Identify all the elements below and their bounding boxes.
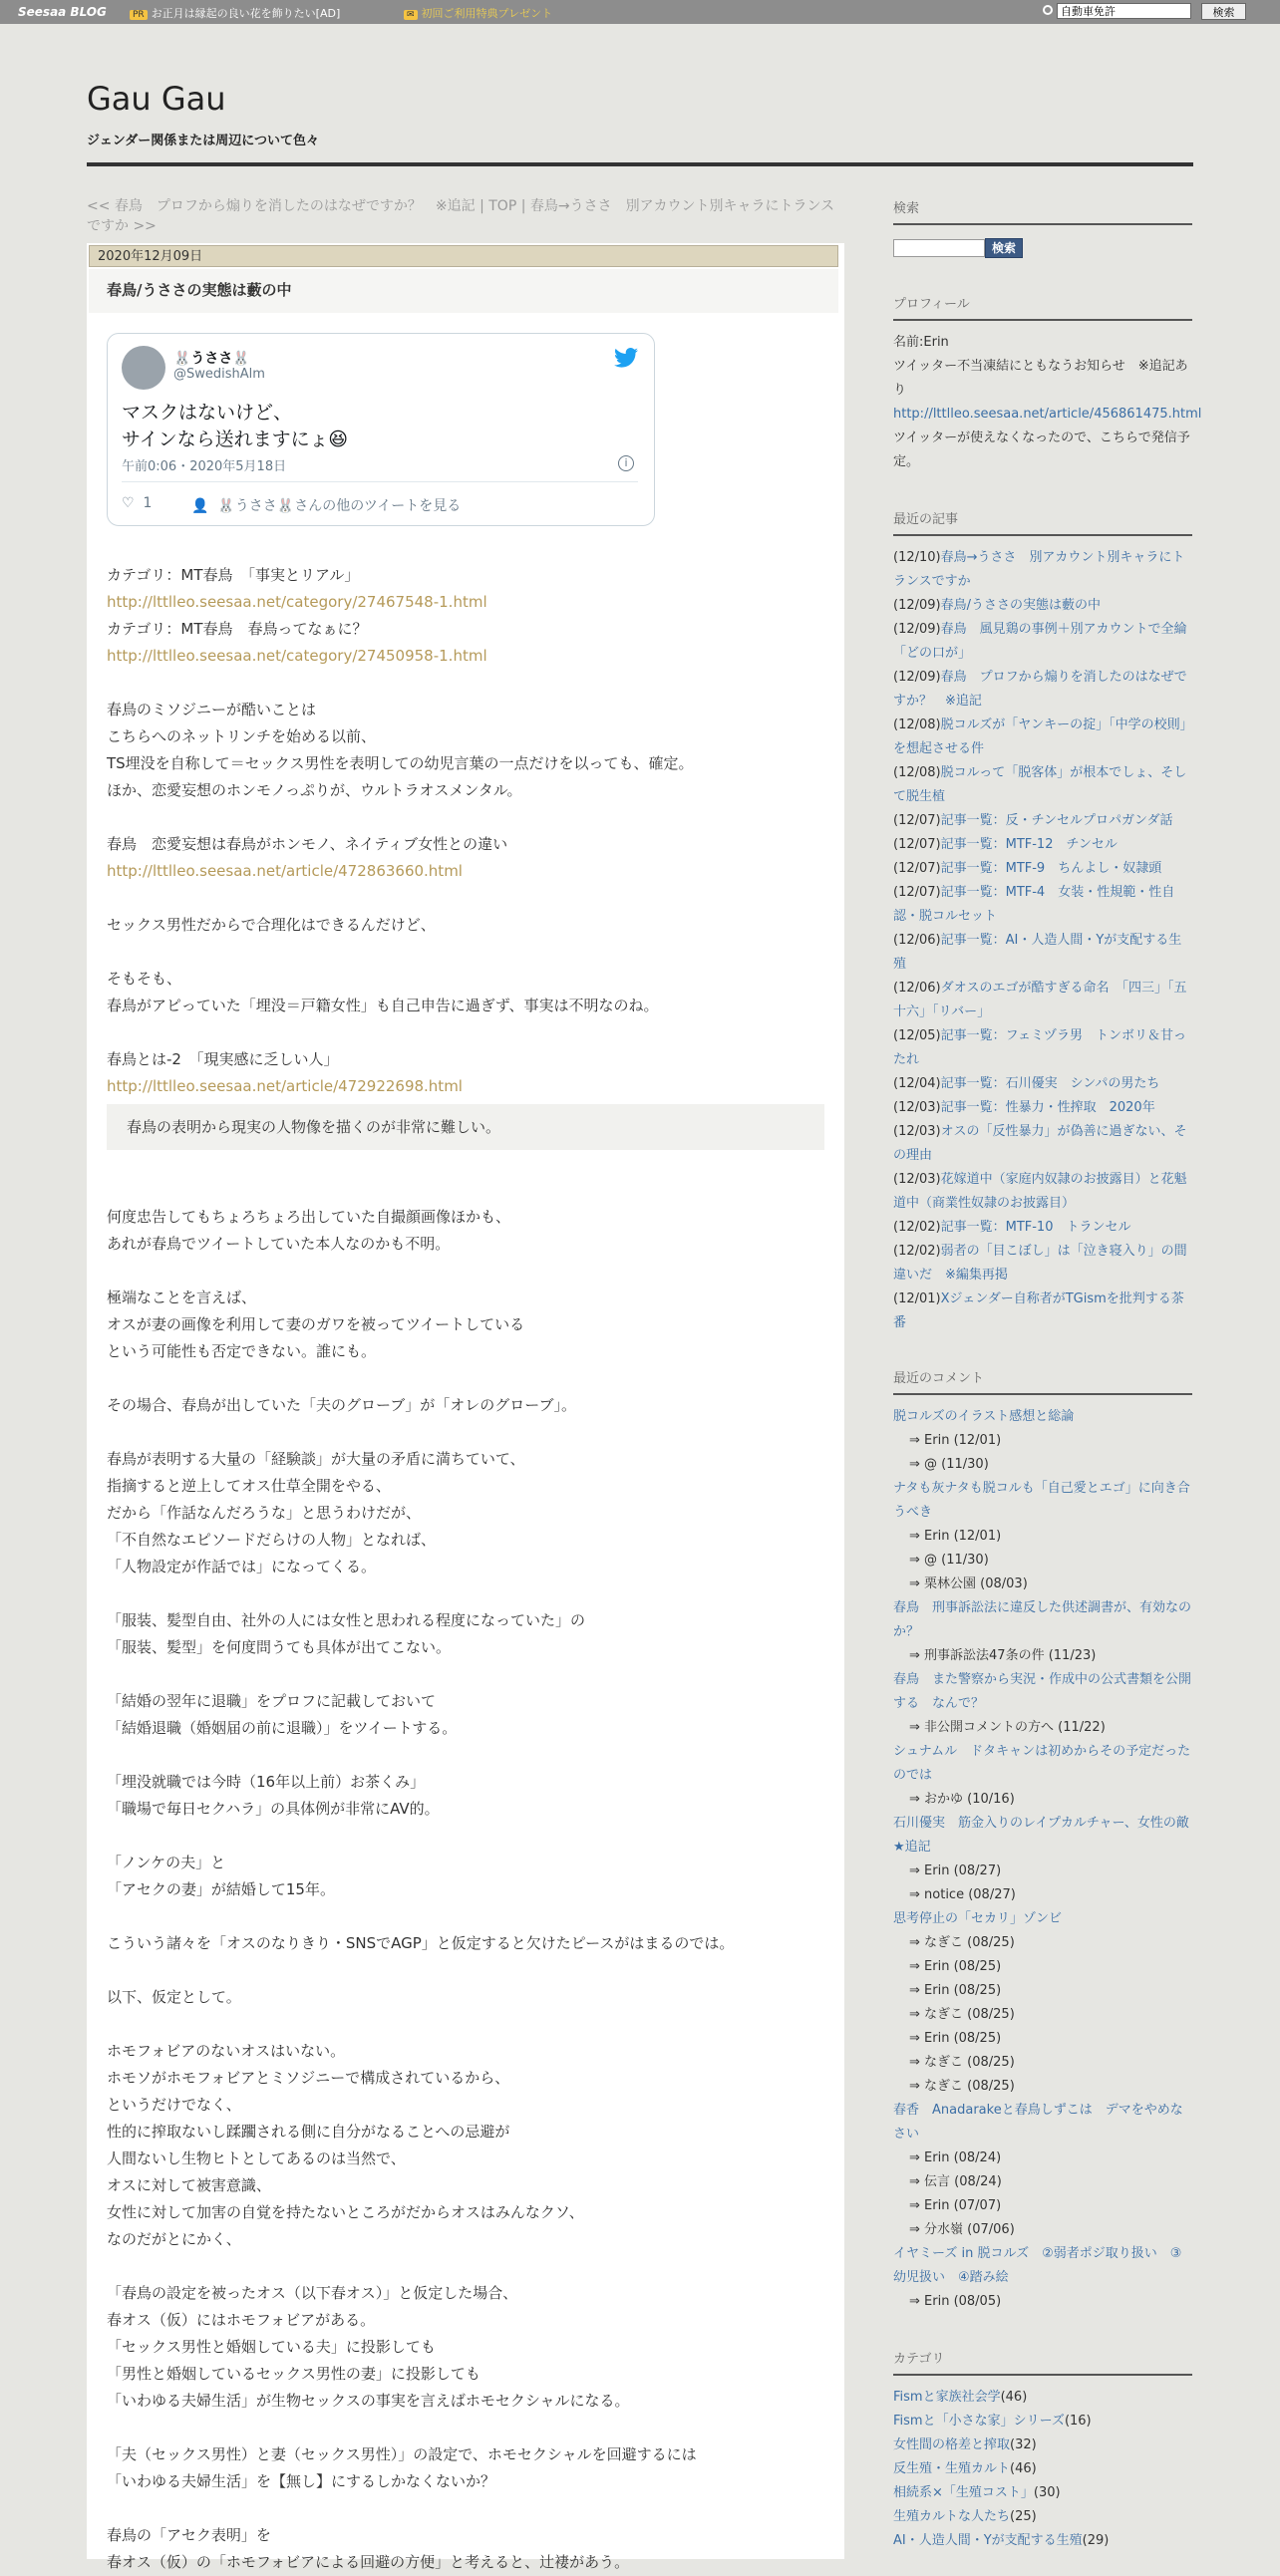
- tweet-author-handle[interactable]: @SwedishAlm: [173, 367, 265, 382]
- recent-article-link[interactable]: 記事一覧：MTF-10 トランセル: [940, 1220, 1131, 1235]
- body-line: オスに対して被害意識、: [107, 2176, 271, 2194]
- blank-line: [107, 804, 824, 831]
- info-icon[interactable]: i: [618, 455, 634, 471]
- comment-entry[interactable]: ⇒ Erin (12/01): [909, 1433, 1002, 1448]
- recent-article-item: [893, 881, 1192, 929]
- category-link[interactable]: 女性間の格差と搾取: [893, 2437, 1011, 2452]
- recent-article-item: [893, 1096, 1192, 1120]
- search-icon: [1043, 5, 1053, 15]
- site-title[interactable]: Gau Gau: [87, 80, 226, 118]
- profile-note: ツイッターが使えなくなったので、こちらで発信予定。: [893, 430, 1190, 469]
- comment-entry[interactable]: ⇒ なぎこ (08/25): [909, 2079, 1015, 2094]
- body-line: そもそも、: [107, 970, 182, 988]
- blank-line: [107, 1019, 824, 1046]
- comment-entry[interactable]: ⇒ なぎこ (08/25): [909, 2055, 1015, 2070]
- recent-article-link[interactable]: ダオスのエゴが酷すぎる命名 「四三」「五十六」「リバー」: [893, 981, 1187, 1019]
- blank-line: [107, 1177, 824, 1204]
- recent-article-link[interactable]: 記事一覧：石川優実 シンパの男たち: [940, 1076, 1160, 1091]
- category-link[interactable]: AI・人造人間・Yが支配する生殖: [893, 2533, 1083, 2548]
- body-line: ホモソがホモフォビアとミソジニーで構成されているから、: [107, 2069, 510, 2087]
- comment-entry[interactable]: ⇒ おかゆ (10/16): [909, 1792, 1015, 1807]
- comment-entry[interactable]: ⇒ 分水嶺 (07/06): [909, 2222, 1015, 2237]
- sidebar-recent-comments: [893, 1367, 1202, 2314]
- blank-line: [107, 670, 824, 697]
- comment-entry[interactable]: ⇒ Erin (08/24): [909, 2150, 1002, 2165]
- sidebar-heading: 最近のコメント: [893, 1367, 1192, 1395]
- blank-line: [107, 1957, 824, 1984]
- body-line: なのだがとにかく、: [107, 2230, 241, 2248]
- recent-article-link[interactable]: 脱コルズが「ヤンキーの掟」「中学の校則」を想起させる件: [893, 717, 1187, 756]
- blank-line: [107, 1823, 824, 1850]
- blank-line: [107, 2415, 824, 2441]
- blank-line: [107, 1903, 824, 1930]
- recent-article-item: [893, 1288, 1192, 1335]
- comment-article-link[interactable]: ナタも灰ナタも脱コルも「自己愛とエゴ」に向き合うべき: [893, 1481, 1190, 1520]
- comment-article-link[interactable]: 石川優実 筋金入りのレイプカルチャー、女性の敵 ★追記: [893, 1816, 1202, 1855]
- comment-entry[interactable]: ⇒ @ (11/30): [909, 1553, 989, 1568]
- recent-article-item: [893, 1024, 1192, 1072]
- comment-article-link[interactable]: 春鳥 刑事訴訟法に違反した供述調書が、有効なのか？: [893, 1600, 1192, 1639]
- article-date: (12/02): [893, 1244, 941, 1259]
- recent-article-link[interactable]: 春鳥 プロフから煽りを消したのはなぜですか？ ※追記: [893, 670, 1187, 709]
- blank-line: [107, 2011, 824, 2038]
- comment-entry[interactable]: ⇒ 刑事訴訟法47条の件 (11/23): [909, 1648, 1097, 1663]
- body-line: 春鳥がアピっていた「埋没＝戸籍女性」も自己申告に過ぎず、事実は不明なのね。: [107, 997, 659, 1014]
- category-item: [893, 2457, 1192, 2481]
- blank-line: [107, 1365, 824, 1392]
- body-line: 「服装、髪型自由、社外の人には女性と思われる程度になっていた」の: [107, 1611, 586, 1629]
- category-item: [893, 2410, 1192, 2433]
- comment-article: [893, 2242, 1192, 2290]
- category-count: (46): [1000, 2390, 1028, 2405]
- recent-article-link[interactable]: 花嫁道中（家庭内奴隷のお披露目）と花魁道中（商業性奴隷のお披露目）: [893, 1172, 1187, 1211]
- sidebar-heading: カテゴリ: [893, 2348, 1192, 2376]
- article-date: (12/08): [893, 765, 941, 780]
- site-subtitle: ジェンダー関係または周辺について色々: [87, 134, 319, 148]
- category-link[interactable]: 反生殖・生殖カルト: [893, 2461, 1011, 2476]
- promo-link[interactable]: [404, 5, 552, 21]
- comment-article: [893, 2099, 1192, 2147]
- comment-article: [893, 1740, 1192, 1788]
- twitter-bird-icon[interactable]: [614, 348, 638, 368]
- ad-link[interactable]: [130, 5, 340, 21]
- body-line: 「埋没就職では今時（16年以上前）お茶くみ」: [107, 1773, 426, 1791]
- body-line: 指摘すると逆上してオス仕草全開をやる、: [107, 1477, 391, 1495]
- recent-article-link[interactable]: 記事一覧：MTF-12 チンセル: [940, 837, 1118, 852]
- recent-article-item: [893, 1216, 1192, 1240]
- category-item: [893, 2529, 1192, 2553]
- article-date: (12/09): [893, 622, 941, 637]
- article-date: (12/03): [893, 1172, 941, 1187]
- category-item: [893, 2386, 1192, 2410]
- article-date: (12/07): [893, 837, 941, 852]
- recent-article-link[interactable]: 記事一覧：AI・人造人間・Yが支配する生殖: [893, 933, 1182, 972]
- body-line: 「職場で毎日セクハラ」の具体例が非常にAV的。: [107, 1800, 440, 1818]
- recent-article-link[interactable]: 春鳥 風見鶏の事例＋別アカウントで全綸「どの口が」: [893, 622, 1187, 661]
- body-line: 極端なことを言えば、: [107, 1288, 257, 1306]
- sidebar-heading: プロフィール: [893, 293, 1192, 321]
- article-date: (12/03): [893, 1100, 941, 1115]
- category-link[interactable]: 生殖カルトな人たち: [893, 2509, 1011, 2524]
- category-count: (30): [1033, 2485, 1061, 2500]
- body-line: カテゴリ：MT春鳥 「事実とリアル」: [107, 566, 360, 584]
- body-link[interactable]: http://lttlleo.seesaa.net/article/472922698.html: [107, 1077, 463, 1095]
- blank-line: [107, 2495, 824, 2522]
- header-divider: [87, 162, 1193, 166]
- body-line: 「いわゆる夫婦生活」を【無し】にするしかなくないか？: [107, 2472, 496, 2490]
- comment-article: [893, 1477, 1192, 1525]
- body-line: という可能性も否定できない。誰にも。: [107, 1342, 377, 1360]
- body-line: 「人物設定が作話では」になってくる。: [107, 1558, 377, 1575]
- sidebar-recent-articles: [893, 508, 1192, 1335]
- recent-article-item: [893, 809, 1192, 833]
- article-date: (12/07): [893, 885, 941, 900]
- recent-article-link[interactable]: Xジェンダー自称者がTGismを批判する茶番: [893, 1291, 1184, 1330]
- sidebar-categories: [893, 2348, 1192, 2553]
- body-line: 「夫（セックス男性）と妻（セックス男性）」の設定で、ホモセクシャルを回避するには: [107, 2445, 697, 2463]
- comment-article-link[interactable]: 春香 Anadarakeと春鳥しずこは デマをやめなさい: [893, 2103, 1183, 2142]
- article-date: (12/02): [893, 1220, 941, 1235]
- top-bar: [0, 0, 1280, 24]
- blank-line: [107, 1580, 824, 1607]
- recent-article-item: [893, 977, 1192, 1024]
- comment-entry[interactable]: ⇒ Erin (08/25): [909, 1983, 1002, 1998]
- recent-article-link[interactable]: 脱コルって「脱客体」が根本でしょ、そして脱生植: [893, 765, 1187, 804]
- person-icon: 👤: [191, 498, 209, 514]
- post-body: [107, 562, 824, 2576]
- body-line: 「結婚の翌年に退職」をプロフに記載しておいて: [107, 1692, 437, 1710]
- comment-article: [893, 1812, 1202, 1860]
- body-line: こういう諸々を「オスのなりきり・SNSでAGP」と仮定すると欠けたピースがはまるのでは。: [107, 1934, 735, 1952]
- body-line: こちらへのネットリンチを始める以前、: [107, 727, 377, 745]
- body-line: [107, 589, 824, 616]
- comment-article: [893, 1405, 1192, 1429]
- tweet-timestamp[interactable]: 午前0:06・2020年5月18日: [122, 459, 287, 474]
- blockquote: 春鳥の表明から現実の人物像を描くのが非常に難しい。: [107, 1104, 824, 1150]
- article-date: (12/05): [893, 1028, 941, 1043]
- post-container: [87, 243, 844, 2571]
- comment-entry[interactable]: ⇒ Erin (08/25): [909, 1959, 1002, 1974]
- blank-line: [107, 1661, 824, 1688]
- body-line: 「アセクの妻」が結婚して15年。: [107, 1880, 335, 1898]
- article-date: (12/10): [893, 550, 941, 565]
- article-date: (12/01): [893, 1291, 941, 1306]
- body-line: 人間ないし生物ヒトとしてあるのは当然で、: [107, 2149, 406, 2167]
- comment-article: [893, 1668, 1192, 1716]
- comment-entry[interactable]: ⇒ Erin (07/07): [909, 2198, 1002, 2213]
- recent-article-item: [893, 1168, 1192, 1216]
- body-line: セックス男性だからで合理化はできるんだけど、: [107, 916, 436, 934]
- category-link[interactable]: Fismと「小さな家」シリーズ: [893, 2414, 1065, 2429]
- category-count: (29): [1082, 2533, 1110, 2548]
- sidebar-heading: 最近の記事: [893, 508, 1192, 536]
- comment-entry[interactable]: ⇒ Erin (08/27): [909, 1863, 1002, 1878]
- recent-article-item: [893, 761, 1192, 809]
- article-date: (12/04): [893, 1076, 941, 1091]
- gift-icon: ✉: [404, 10, 418, 20]
- body-line: 「春鳥の設定を被ったオス（以下春オス）」と仮定した場合、: [107, 2284, 518, 2302]
- post-date: 2020年12月09日: [89, 245, 838, 267]
- promo-text: 初回ご利用特典プレゼント: [421, 7, 553, 20]
- blank-line: [107, 2253, 824, 2280]
- article-date: (12/08): [893, 717, 941, 732]
- sidebar-search-button[interactable]: 検索: [985, 238, 1023, 258]
- body-line: 「男性と婚姻しているセックス男性の妻」に投影しても: [107, 2365, 480, 2383]
- article-date: (12/07): [893, 813, 941, 828]
- comment-entry[interactable]: ⇒ なぎこ (08/25): [909, 2007, 1015, 2022]
- body-line: というだけでなく、: [107, 2096, 241, 2114]
- comment-article-link[interactable]: 思考停止の「セカリ」ゾンビ: [893, 1911, 1063, 1926]
- recent-article-item: [893, 929, 1192, 977]
- category-link[interactable]: Fismと家族社会学: [893, 2390, 1001, 2405]
- body-line: [107, 643, 824, 670]
- body-line: だから「作話なんだろうな」と思うわけだが、: [107, 1504, 422, 1522]
- recent-article-item: [893, 594, 1192, 618]
- body-line: ほか、恋愛妄想のホンモノっぷりが、ウルトラオスメンタル。: [107, 781, 522, 799]
- comment-article-link[interactable]: 春鳥 また警察から実況・作成中の公式書類を公開する なんで？: [893, 1672, 1192, 1711]
- post-navigation[interactable]: << 春鳥 プロフから煽りを消したのはなぜですか？ ※追記 | TOP | 春鳥→うささ 別アカウント別キャラにトランスですか >>: [87, 198, 835, 234]
- body-line: ホモフォビアのないオスはいない。: [107, 2042, 346, 2060]
- body-line: 「不自然なエピソードだらけの人物」となれば、: [107, 1531, 437, 1549]
- body-line: その場合、春鳥が出していた「夫のグローブ」が「オレのグローブ」。: [107, 1396, 577, 1414]
- body-line: あれが春鳥でツイートしていた本人なのかも不明。: [107, 1235, 451, 1253]
- recent-article-link[interactable]: 記事一覧：反・チンセルプロパガンダ話: [940, 813, 1173, 828]
- topbar-search-button[interactable]: 検索: [1201, 3, 1246, 20]
- post-title[interactable]: 春鳥/うささの実態は藪の中: [107, 281, 292, 299]
- tweet-author-name[interactable]: 🐰うささ🐰: [173, 351, 250, 367]
- like-count: 1: [143, 495, 153, 511]
- body-line: 「セックス男性と婚姻している夫」に投影しても: [107, 2338, 436, 2356]
- body-line: 性的に搾取ないし蹂躙される側に自分がなることへの忌避が: [107, 2123, 510, 2141]
- sidebar-search: [893, 197, 1192, 261]
- heart-icon: ♡: [122, 495, 135, 511]
- recent-article-item: [893, 546, 1192, 594]
- comment-entry[interactable]: ⇒ なぎこ (08/25): [909, 1935, 1015, 1950]
- topbar-search-input[interactable]: [1057, 3, 1191, 19]
- recent-article-link[interactable]: 弱者の「目こぼし」は「泣き寝入り」の間違いだ ※編集再掲: [893, 1244, 1187, 1283]
- comment-entry[interactable]: ⇒ 伝言 (08/24): [909, 2174, 1002, 2189]
- comment-entry[interactable]: ⇒ notice (08/27): [909, 1887, 1016, 1902]
- sidebar-heading: 検索: [893, 197, 1192, 225]
- category-item: [893, 2481, 1192, 2505]
- recent-article-link[interactable]: 記事一覧：性暴力・性搾取 2020年: [940, 1100, 1155, 1115]
- blank-line: [107, 1742, 824, 1769]
- tweet-line: サインなら送れますにょ😆: [122, 429, 349, 450]
- recent-article-item: [893, 714, 1192, 761]
- blank-line: [107, 1258, 824, 1285]
- body-line: 春オス（仮）の「ホモフォビアによる回避の方便」と考えると、辻褄があう。: [107, 2553, 630, 2571]
- recent-article-item: [893, 618, 1192, 666]
- comment-entry[interactable]: ⇒ Erin (12/01): [909, 1529, 1002, 1544]
- recent-article-link[interactable]: 春鳥→うささ 別アカウント別キャラにトランスですか: [893, 550, 1185, 589]
- comment-entry[interactable]: ⇒ 栗林公園 (08/03): [909, 1576, 1028, 1591]
- tweet-line: マスクはないけど、: [122, 402, 293, 424]
- body-line: 春鳥 恋愛妄想は春鳥がホンモノ、ネイティブ女性との違い: [107, 835, 508, 853]
- article-date: (12/03): [893, 1124, 941, 1139]
- body-line: 「いわゆる夫婦生活」が生物セックスの事実を言えばホモセクシャルになる。: [107, 2392, 630, 2410]
- article-date: (12/06): [893, 933, 941, 948]
- body-line: 「ノンケの夫」と: [107, 1854, 226, 1871]
- comment-entry[interactable]: ⇒ @ (11/30): [909, 1457, 989, 1472]
- category-count: (16): [1064, 2414, 1092, 2429]
- comment-article-link[interactable]: イヤミーズ in 脱コルズ ②弱者ポジ取り扱い ③幼児扱い ④踏み絵: [893, 2246, 1182, 2285]
- body-line: 以下、仮定として。: [107, 1988, 241, 2006]
- body-line: [107, 1073, 824, 1100]
- category-item: [893, 2433, 1192, 2457]
- body-line: 春オス（仮）にはホモフォビアがある。: [107, 2311, 376, 2329]
- body-line: 女性に対して加害の自覚を持たないところがだからオスはみんなクソ、: [107, 2203, 584, 2221]
- comment-entry[interactable]: ⇒ 非公開コメントの方へ (11/22): [909, 1720, 1106, 1735]
- tweet-text: [122, 400, 348, 453]
- body-line: 春鳥の「アセク表明」を: [107, 2526, 271, 2544]
- category-count: (46): [1010, 2461, 1037, 2476]
- body-link[interactable]: http://lttlleo.seesaa.net/category/27450958-1.html: [107, 647, 487, 665]
- article-date: (12/07): [893, 861, 941, 876]
- category-count: (25): [1010, 2509, 1037, 2524]
- recent-article-link[interactable]: 記事一覧：MTF-9 ちんよし・奴隷頭: [940, 861, 1162, 876]
- comment-entry[interactable]: ⇒ Erin (08/25): [909, 2031, 1002, 2046]
- body-line: 春鳥のミソジニーが酷いことは: [107, 701, 317, 718]
- body-line: 「結婚退職（婚姻届の前に退職）」をツイートする。: [107, 1719, 458, 1737]
- body-line: カテゴリ：MT春鳥 春鳥ってなぁに？: [107, 620, 368, 638]
- recent-article-link[interactable]: 記事一覧：MTF-4 女装・性規範・性自認・脱コルセット: [893, 885, 1175, 924]
- comment-article: [893, 1907, 1192, 1931]
- recent-article-item: [893, 1120, 1192, 1168]
- ad-text: お正月は縁起の良い花を飾りたい[AD]: [151, 7, 341, 20]
- sidebar-search-input[interactable]: [893, 239, 985, 257]
- recent-article-item: [893, 833, 1192, 857]
- tweet-divider: [122, 481, 638, 482]
- body-line: 「服装、髪型」を何度問うても具体が出てこない。: [107, 1638, 452, 1656]
- profile-name: 名前:Erin: [893, 335, 949, 350]
- ad-badge: PR: [130, 10, 148, 20]
- comment-entry[interactable]: ⇒ Erin (08/05): [909, 2294, 1002, 2309]
- seesaa-logo[interactable]: Seesaa BLOG: [18, 5, 107, 19]
- body-line: オスが妻の画像を利用して妻のガワを被ってツイートしている: [107, 1315, 525, 1333]
- body-line: TS埋没を自称して＝セックス男性を表明しての幼児言葉の一点だけを以っても、確定。: [107, 754, 694, 772]
- comment-article: [893, 1596, 1192, 1644]
- tweet-like-button[interactable]: [122, 495, 152, 511]
- category-item: [893, 2505, 1192, 2529]
- article-date: (12/06): [893, 981, 941, 996]
- body-link[interactable]: http://lttlleo.seesaa.net/category/27467548-1.html: [107, 593, 487, 611]
- embedded-tweet[interactable]: [107, 333, 655, 526]
- recent-article-link[interactable]: 春鳥/うささの実態は藪の中: [940, 598, 1101, 613]
- tweet-more-link[interactable]: [191, 495, 461, 515]
- profile-notice: ツイッター不当凍結にともなうお知らせ ※追記あり: [893, 359, 1188, 398]
- article-date: (12/09): [893, 670, 941, 685]
- avatar[interactable]: [122, 346, 165, 390]
- body-line: [107, 858, 824, 885]
- recent-article-link[interactable]: オスの「反性暴力」が偽善に過ぎない、その理由: [893, 1124, 1187, 1163]
- more-tweets-label: 🐰うささ🐰さんの他のツイートを見る: [217, 498, 462, 514]
- body-line: 春鳥が表明する大量の「経験談」が大量の矛盾に満ちていて、: [107, 1450, 525, 1468]
- body-line: 春鳥とは-2 「現実感に乏しい人」: [107, 1050, 339, 1068]
- blank-line: [107, 885, 824, 912]
- article-date: (12/09): [893, 598, 941, 613]
- blank-line: [107, 1419, 824, 1446]
- sidebar-profile: [893, 293, 1202, 474]
- recent-article-item: [893, 857, 1192, 881]
- recent-article-item: [893, 1072, 1192, 1096]
- comment-article-link[interactable]: シュナムル ドタキャンは初めからその予定だったのでは: [893, 1744, 1191, 1783]
- recent-article-item: [893, 666, 1192, 714]
- category-link[interactable]: 相続系×「生殖コスト」: [893, 2485, 1034, 2500]
- category-count: (32): [1010, 2437, 1037, 2452]
- blank-line: [107, 1150, 824, 1177]
- comment-article-link[interactable]: 脱コルズのイラスト感想と総論: [893, 1409, 1075, 1424]
- recent-article-link[interactable]: 記事一覧：フェミヅラ男 トンボリ＆甘ったれ: [893, 1028, 1186, 1067]
- blank-line: [107, 939, 824, 966]
- body-link[interactable]: http://lttlleo.seesaa.net/article/472863660.html: [107, 862, 463, 880]
- recent-article-item: [893, 1240, 1192, 1288]
- body-line: 何度忠告してもちょろちょろ出していた自撮顔画像ほかも、: [107, 1208, 511, 1226]
- profile-link[interactable]: http://lttlleo.seesaa.net/article/456861475.html: [893, 407, 1202, 422]
